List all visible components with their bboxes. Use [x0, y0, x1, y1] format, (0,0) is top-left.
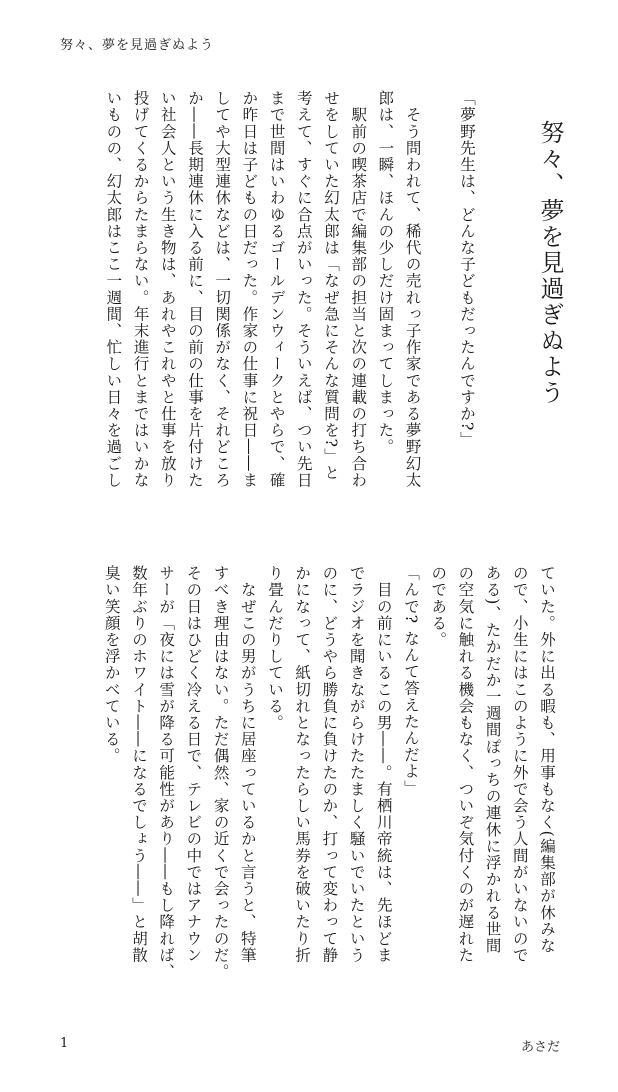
text-line: そう問われて、稀代の売れっ子作家である夢野幻太 — [403, 90, 422, 489]
text-line: でラジオを聞きながらけたたましく騒いでいたという — [347, 565, 366, 964]
text-line: すべき理由はない。ただ偶然、家の近くで会ったのだ。 — [211, 565, 230, 980]
author-name: あさだ — [520, 1040, 560, 1055]
text-line: 数年ぶりのホワイト――になるでしょう――」と胡散 — [129, 565, 148, 964]
text-line: の空気に触れる機会もなく、ついぞ気付くのが遅れた — [456, 565, 475, 964]
text-line: その日はひどく冷える日で、テレビの中ではアナウン — [184, 565, 203, 964]
text-line: 投げてくるからたまらない。年末進行とまではいかな — [131, 90, 150, 489]
text-line: 郎は、一瞬、ほんの少しだけ固まってしまった。 — [376, 90, 395, 456]
text-line: り畳んだりしている。 — [265, 565, 284, 731]
text-line: してや大型連休などは、一切関係がなく、それどころ — [213, 90, 232, 489]
page-title: 努々、夢を見過ぎぬよう — [536, 120, 564, 406]
page-number: 1 — [60, 1036, 69, 1051]
text-line: 「夢野先生は、どんな子どもだったんですか?」 — [458, 90, 476, 449]
upper-text-block — [50, 90, 480, 530]
text-line: サーが「夜には雪が降る可能性があり――もし降れば、 — [157, 565, 176, 980]
text-line: いものの、幻太郎はここ一週間、忙しい日々を過ごし — [104, 90, 123, 489]
text-line: まで世間はいわゆるゴールデンウィークとやらで、確 — [267, 90, 286, 489]
text-line: 考えて、すぐに合点がいった。そういえば、つい先日 — [294, 90, 313, 489]
text-line: のである。 — [429, 565, 448, 648]
lower-text-block — [60, 565, 560, 1015]
text-line: 「んで? なんて答えたんだよ」 — [401, 565, 420, 797]
text-line: 臭い笑顔を浮かべている。 — [102, 565, 121, 765]
text-line: ある)、たかだか一週間ぽっちの連休に浮かれる世間 — [483, 565, 502, 954]
text-line: せをしていた幻太郎は「なぜ急にそんな質問を?」と — [321, 90, 340, 482]
text-line — [426, 90, 453, 530]
running-header: 努々、夢を見過ぎぬよう — [60, 38, 215, 53]
text-line: い社会人という生き物は、あれやこれやと仕事を放り — [158, 90, 177, 489]
text-line: か昨日は子どもの日だった。作家の仕事に祝日――ま — [240, 90, 259, 489]
text-line: のに、どうやら勝負に負けたのか、打って変わって静 — [320, 565, 339, 964]
text-line: 駅前の喫茶店で編集部の担当と次の連載の打ち合わ — [349, 90, 368, 489]
text-line: 目の前にいるこの男――。有栖川帝統は、先ほどま — [374, 565, 393, 964]
text-line: ていた。外に出る暇も、用事もなく(編集部が休みな — [538, 565, 556, 954]
text-line: ので、小生にはこのように外で会う人間がいないので — [510, 565, 529, 964]
text-line: かになって、紙切れとなったらしい馬券を破いたり折 — [293, 565, 312, 964]
text-line: か――長期連休に入る前に、目の前の仕事を片付けた — [185, 90, 204, 489]
text-line: なぜこの男がうちに居座っているかと言うと、特筆 — [238, 565, 257, 964]
